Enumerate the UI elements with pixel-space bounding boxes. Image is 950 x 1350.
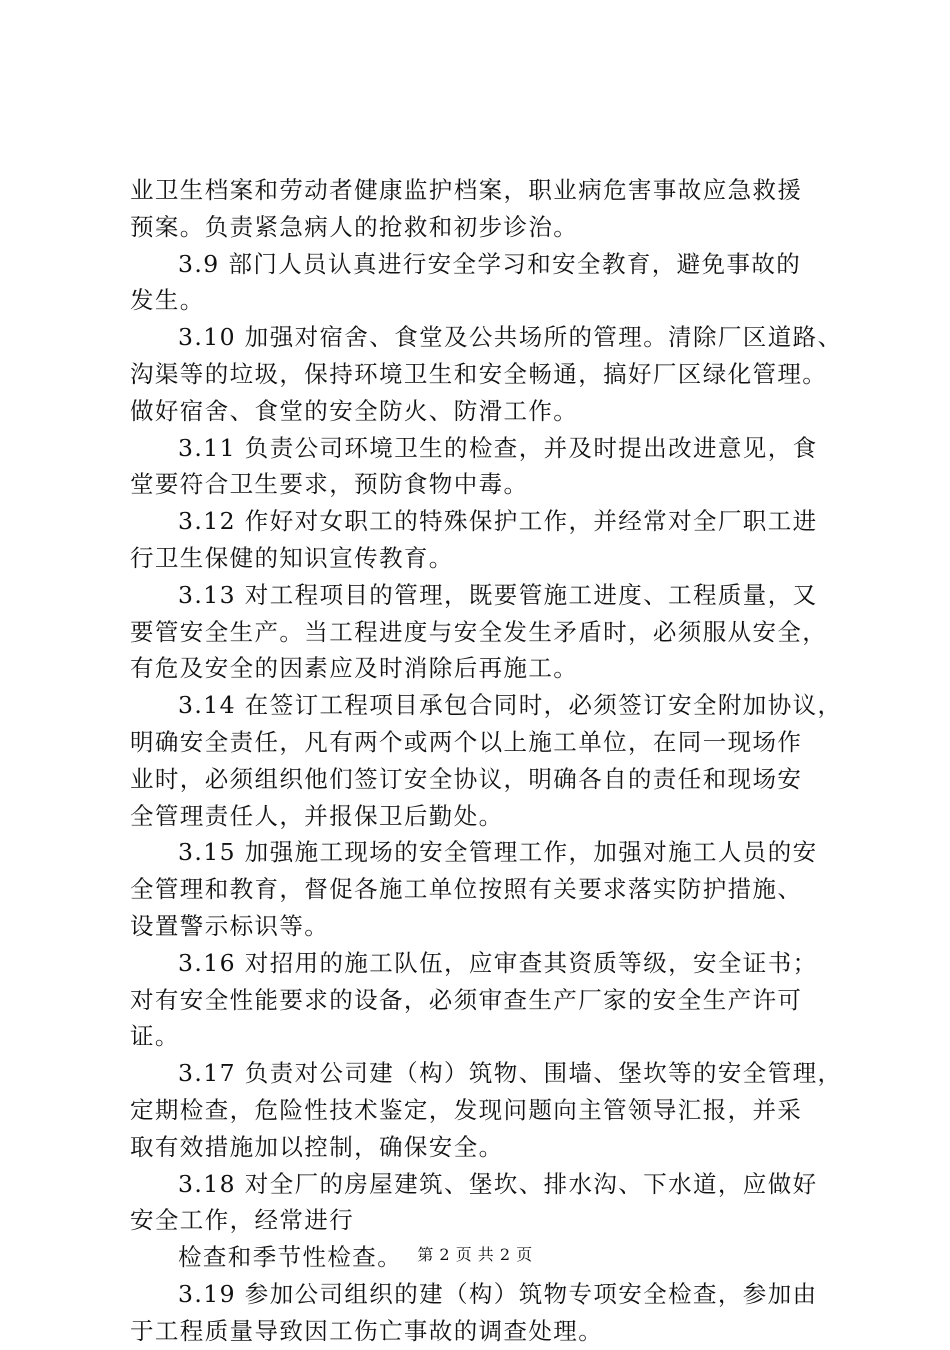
- text-line: 对有安全性能要求的设备，必须审查生产厂家的安全生产许可: [130, 985, 803, 1014]
- text-line: 预案。负责紧急病人的抢救和初步诊治。: [130, 212, 579, 241]
- text-line: 行卫生保健的知识宣传教育。: [130, 543, 454, 572]
- text-line: 3.12 作好对女职工的特殊保护工作，并经常对全厂职工进: [178, 507, 818, 536]
- text-line: 3.11 负责公司环境卫生的检查，并及时提出改进意见，食: [178, 433, 818, 462]
- text-line: 明确安全责任，凡有两个或两个以上施工单位，在同一现场作: [130, 727, 803, 756]
- page-number: 第 2 页 共 2 页: [417, 1245, 533, 1264]
- text-line: 3.13 对工程项目的管理，既要管施工进度、工程质量，又: [178, 580, 818, 609]
- text-line: 要管安全生产。当工程进度与安全发生矛盾时，必须服从安全，: [130, 617, 828, 646]
- text-line: 于工程质量导致因工伤亡事故的调查处理。: [130, 1316, 604, 1345]
- text-line: 3.17 负责对公司建（构）筑物、围墙、堡坎等的安全管理，: [178, 1059, 843, 1088]
- text-line: 证。: [130, 1022, 180, 1051]
- text-line: 业时，必须组织他们签订安全协议，明确各自的责任和现场安: [130, 764, 803, 793]
- text-line: 定期检查，危险性技术鉴定，发现问题向主管领导汇报，并采: [130, 1095, 803, 1124]
- text-line: 取有效措施加以控制，确保安全。: [130, 1132, 504, 1161]
- text-line: 安全工作，经常进行: [130, 1206, 355, 1235]
- text-line: 沟渠等的垃圾，保持环境卫生和安全畅通，搞好厂区绿化管理。: [130, 359, 828, 388]
- text-line: 有危及安全的因素应及时消除后再施工。: [130, 654, 579, 683]
- text-line: 3.14 在签订工程项目承包合同时，必须签订安全附加协议，: [178, 691, 843, 720]
- text-line: 3.9 部门人员认真进行安全学习和安全教育，避免事故的: [178, 249, 802, 278]
- text-line: 发生。: [130, 286, 205, 315]
- page-footer: [0, 1244, 950, 1266]
- document-body: [130, 172, 850, 1350]
- text-line: 全管理责任人，并报保卫后勤处。: [130, 801, 504, 830]
- text-line: 全管理和教育，督促各施工单位按照有关要求落实防护措施、: [130, 875, 803, 904]
- text-line: 3.18 对全厂的房屋建筑、堡坎、排水沟、下水道，应做好: [178, 1169, 818, 1198]
- text-line: 3.19 参加公司组织的建（构）筑物专项安全检查，参加由: [178, 1279, 818, 1308]
- text-line: 检查和季节性检查。: [178, 1243, 403, 1272]
- text-line: 3.16 对招用的施工队伍，应审查其资质等级，安全证书；: [178, 948, 818, 977]
- text-line: 设置警示标识等。: [130, 911, 330, 940]
- text-line: 堂要符合卫生要求，预防食物中毒。: [130, 470, 529, 499]
- text-line: 做好宿舍、食堂的安全防火、防滑工作。: [130, 396, 579, 425]
- text-line: 3.10 加强对宿舍、食堂及公共场所的管理。清除厂区道路、: [178, 323, 843, 352]
- text-line: 3.15 加强施工现场的安全管理工作，加强对施工人员的安: [178, 838, 818, 867]
- text-line: 业卫生档案和劳动者健康监护档案，职业病危害事故应急救援: [130, 176, 803, 204]
